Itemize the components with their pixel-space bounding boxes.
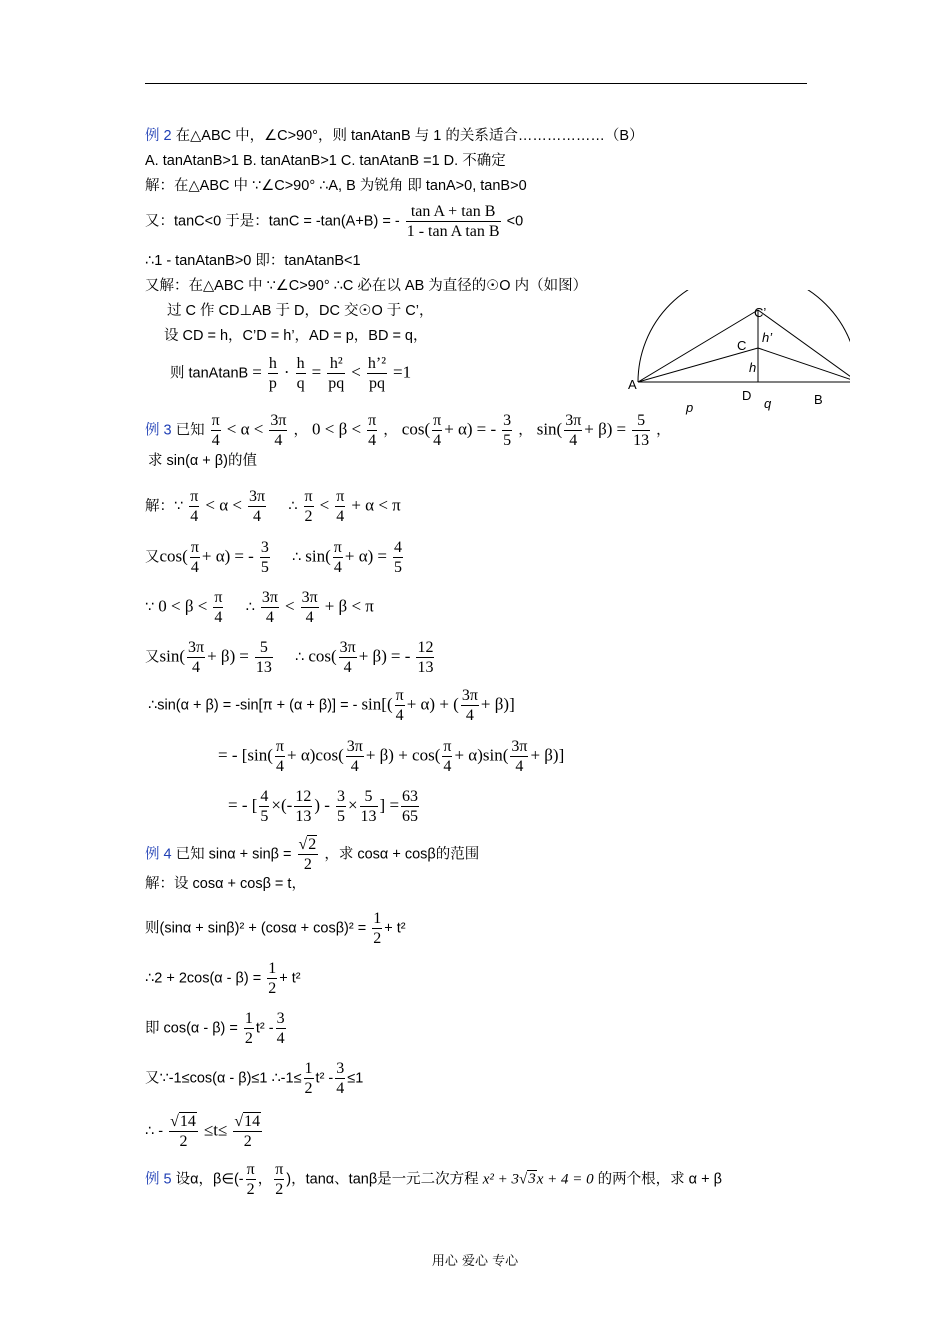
den: 4 xyxy=(305,609,314,626)
frac-12-13 xyxy=(294,787,312,826)
frac-3pi-4 xyxy=(301,588,319,627)
num: 3π xyxy=(270,412,287,429)
ex4-step6 xyxy=(145,1112,264,1151)
cos-open: cos( xyxy=(308,646,337,666)
frac-pi-4 xyxy=(432,411,442,450)
den: 4 xyxy=(336,508,345,525)
frac-3pi-4 xyxy=(339,638,357,677)
den: q xyxy=(296,375,305,392)
num: π xyxy=(190,488,199,505)
num: 1 xyxy=(373,910,382,927)
plus-t2: + t² xyxy=(384,920,406,937)
ex4-given: 已知 sinα + sinβ = xyxy=(175,846,292,863)
frac-h-p xyxy=(268,354,278,393)
num: π xyxy=(433,412,442,429)
den: 4 xyxy=(192,659,201,676)
den: 4 xyxy=(211,432,220,449)
lt-sign: < xyxy=(351,362,361,382)
ex3-step2 xyxy=(145,538,405,577)
eq: = xyxy=(616,419,627,439)
den: 4 xyxy=(214,609,223,626)
ex5-set: 设α，β∈(- xyxy=(175,1171,244,1188)
dot: · xyxy=(283,362,290,382)
plus-beta-bracket: + β)] xyxy=(480,694,515,714)
eq-minus-bracket: = - [ xyxy=(228,795,258,815)
den: pq xyxy=(328,375,345,392)
den: 4 xyxy=(274,432,283,449)
den: 13 xyxy=(417,659,434,676)
den: 2 xyxy=(179,1133,188,1150)
ex2-lt-zero: <0 xyxy=(506,213,524,230)
plus-beta-plus-cos: + β) + cos( xyxy=(365,745,441,765)
frac-pi-4 xyxy=(367,411,377,450)
den: 4 xyxy=(368,432,377,449)
label-a: A xyxy=(628,377,637,392)
num: 4 xyxy=(260,788,269,805)
ex2-question-text: 在△ABC 中，∠C>90°，则 tanAtanB 与 1 的关系适合………………（B） xyxy=(175,128,644,144)
ex5-question xyxy=(145,1160,722,1199)
plus-alpha-lt-pi: + α < π xyxy=(351,495,401,515)
num: h’² xyxy=(367,355,387,372)
cos-diff: 即 cos(α - β) = xyxy=(145,1020,238,1037)
frac-5-13 xyxy=(360,787,378,826)
ex2-solution-line3: ∴1 - tanAtanB>0 即：tanAtanB<1 xyxy=(145,253,361,269)
num: 3π xyxy=(249,488,266,505)
frac-1-2 xyxy=(372,909,382,948)
den: 2 xyxy=(243,1133,252,1150)
therefore: ∴ xyxy=(295,649,305,666)
therefore: ∴ xyxy=(292,549,302,566)
frac-pi-4 xyxy=(213,588,223,627)
num: 4 xyxy=(393,539,402,556)
num: 5 xyxy=(360,787,378,807)
frac-pi-4 xyxy=(395,686,405,725)
den: 2 xyxy=(304,1080,313,1097)
num: π xyxy=(443,738,452,755)
ex4-step3 xyxy=(145,959,301,998)
ex2-tan-fraction xyxy=(406,202,501,241)
ex2-solution-line2 xyxy=(145,202,523,241)
num: π xyxy=(214,589,223,606)
num: 3π xyxy=(565,412,582,429)
label-hprime: h’ xyxy=(762,330,773,345)
num: π xyxy=(246,1161,255,1178)
ex3-label: 例 3 xyxy=(145,422,172,439)
ex2-tan-numerator: tan A + tan B xyxy=(406,202,501,222)
frac-pi-4 xyxy=(211,411,221,450)
label-d: D xyxy=(742,388,752,403)
label-c: C xyxy=(737,338,747,353)
le-one: ≤1 xyxy=(347,1070,364,1087)
line-cprime-b xyxy=(758,310,850,382)
radicand: 2 xyxy=(308,836,317,853)
frac-pi-4 xyxy=(275,737,285,776)
comma: ， xyxy=(293,422,308,439)
num: 5 xyxy=(632,411,650,431)
sin-open: sin( xyxy=(536,419,563,439)
den: 4 xyxy=(265,609,274,626)
num: 63 xyxy=(402,788,419,805)
frac-h2-pq xyxy=(327,354,345,393)
eq: = xyxy=(377,546,387,566)
den: 5 xyxy=(503,432,512,449)
plus-alpha: + α) xyxy=(444,419,473,439)
quadratic-equation: x² + 3√3x + 4 = 0 xyxy=(482,1171,594,1188)
den: 2 xyxy=(303,856,312,873)
semicircle-figure xyxy=(600,290,850,420)
two-plus-cos: ∴2 + 2cos(α - β) = xyxy=(145,970,262,987)
num: 3π xyxy=(261,589,278,606)
den: 5 xyxy=(336,808,345,825)
num: π xyxy=(275,738,284,755)
den: 4 xyxy=(190,559,199,576)
sin-sum-expansion: ∴sin(α + β) = -sin[π + (α + β)] = - xyxy=(148,697,358,714)
also: 又 xyxy=(145,549,160,566)
frac-3-4 xyxy=(276,1009,286,1048)
frac-pi-4 xyxy=(335,487,345,526)
sin-mid: + α)sin( xyxy=(454,745,509,765)
den: 13 xyxy=(255,659,272,676)
den: 13 xyxy=(633,432,650,449)
den: 5 xyxy=(393,559,402,576)
num: 5 xyxy=(255,638,273,658)
num: π xyxy=(211,412,220,429)
radicand: 3 xyxy=(528,1171,536,1188)
eq: = xyxy=(239,646,249,666)
comma: ， xyxy=(518,422,533,439)
plus-beta-lt-pi: + β < π xyxy=(324,596,374,616)
frac-sqrt2-2 xyxy=(298,835,319,874)
frac-pi-2 xyxy=(304,487,314,526)
squares-sum: 则(sinα + sinβ)² + (cosα + cosβ)² = xyxy=(145,920,367,937)
ex3-step7 xyxy=(228,787,421,826)
frac-3-5 xyxy=(502,411,512,450)
therefore: ∴ xyxy=(245,599,255,616)
le-t-le: ≤t≤ xyxy=(203,1120,228,1140)
den: 2 xyxy=(275,1181,284,1198)
lt: < xyxy=(319,495,330,515)
frac-pi-4 xyxy=(190,538,200,577)
den: pq xyxy=(368,375,385,392)
cos-open: cos( xyxy=(401,419,431,439)
ex5-ask: 的两个根，求 α + β xyxy=(597,1171,722,1188)
close-minus: ) - xyxy=(314,795,330,815)
frac-5-13 xyxy=(632,411,650,450)
lt-alpha-lt: < α < xyxy=(226,419,264,439)
frac-sqrt14-2 xyxy=(233,1112,262,1151)
plus-beta-bracket: + β)] xyxy=(530,745,565,765)
ex4-step2 xyxy=(145,909,406,948)
frac-pi-2 xyxy=(274,1160,284,1199)
frac-3pi-4 xyxy=(461,686,479,725)
plus-alpha-plus: + α) + ( xyxy=(406,694,459,714)
radicand: 14 xyxy=(244,1113,261,1130)
sin-open: sin( xyxy=(305,546,331,566)
cos-open: cos( xyxy=(159,546,188,566)
den: 13 xyxy=(360,808,377,825)
den: 13 xyxy=(295,808,312,825)
frac-1-2 xyxy=(267,959,277,998)
t2-minus: t² - xyxy=(255,1020,274,1037)
num: π xyxy=(368,412,377,429)
frac-12-13 xyxy=(416,638,434,677)
den: 4 xyxy=(569,432,578,449)
frac-pi-4 xyxy=(189,487,199,526)
frac-3pi-4 xyxy=(187,638,205,677)
eq-sign: = xyxy=(311,362,322,382)
comma: ， xyxy=(383,422,398,439)
ex2-question xyxy=(145,127,644,145)
ex2-tanatanb: 则 tanAtanB xyxy=(170,365,249,382)
den: 4 xyxy=(443,758,452,775)
num: 3 xyxy=(503,412,512,429)
ex3-known: 已知 xyxy=(175,422,205,439)
therefore-minus: ∴ - xyxy=(145,1123,164,1140)
ex4-question xyxy=(145,835,479,874)
den: 2 xyxy=(373,930,382,947)
eq-one: =1 xyxy=(393,362,412,382)
num: 3π xyxy=(188,639,205,656)
label-cprime: C’ xyxy=(754,305,767,320)
den: 4 xyxy=(515,758,524,775)
ex3-question xyxy=(145,411,671,450)
den: 4 xyxy=(336,1080,345,1097)
cos-range: 又∵-1≤cos(α - β)≤1 ∴-1≤ xyxy=(145,1070,302,1087)
because: ∵ xyxy=(145,599,155,616)
num: √14 xyxy=(170,1113,196,1130)
den: 2 xyxy=(244,1030,253,1047)
den: 4 xyxy=(333,559,342,576)
times: × xyxy=(347,795,358,815)
times-open: ×(- xyxy=(271,795,293,815)
plus-beta: + β) xyxy=(584,419,613,439)
eq-minus: = - xyxy=(234,546,254,566)
den: 2 xyxy=(304,508,313,525)
page-footer: 用心 爱心 专心 xyxy=(431,1254,519,1269)
num: 1 xyxy=(244,1010,253,1027)
frac-4-5 xyxy=(259,787,269,826)
radicand: 14 xyxy=(179,1113,196,1130)
num: 3 xyxy=(260,539,269,556)
frac-4-5 xyxy=(393,538,403,577)
den: 4 xyxy=(190,508,199,525)
num: h xyxy=(296,355,305,372)
frac-sqrt14-2 xyxy=(169,1112,198,1151)
frac-3pi-4 xyxy=(269,411,287,450)
num: 12 xyxy=(295,788,312,805)
num: 3π xyxy=(339,639,356,656)
num: h xyxy=(268,355,277,372)
num: π xyxy=(275,1161,284,1178)
den: 4 xyxy=(465,707,474,724)
den: 4 xyxy=(350,758,359,775)
num: π xyxy=(395,687,404,704)
solve: 解：∵ xyxy=(145,498,184,515)
num: 3π xyxy=(346,738,363,755)
num: 3 xyxy=(276,1010,285,1027)
comma: ， xyxy=(257,1171,273,1188)
ex4-ask: ，求 cosα + cosβ的范围 xyxy=(324,846,480,863)
ex4-label: 例 4 xyxy=(145,846,172,863)
ex5-label: 例 5 xyxy=(145,1171,172,1188)
close-eq: ] = xyxy=(379,795,400,815)
plus-beta: + β) xyxy=(207,646,236,666)
den: 65 xyxy=(402,808,419,825)
label-b: B xyxy=(814,392,823,407)
ex2-solution-line7 xyxy=(170,354,411,393)
ex4-step1: 解：设 cosα + cosβ = t， xyxy=(145,876,306,892)
ex5-roots-text: )，tanα、tanβ是一元二次方程 xyxy=(286,1171,479,1188)
num: √2 xyxy=(298,836,317,853)
frac-pi-4 xyxy=(333,538,343,577)
ex2-tanc-text: 又：tanC<0 于是：tanC = -tan(A+B) = - xyxy=(145,213,400,230)
frac-3pi-4 xyxy=(261,588,279,627)
t2-minus: t² - xyxy=(315,1070,334,1087)
label-p: p xyxy=(686,400,694,415)
frac-63-65 xyxy=(401,787,419,826)
ex4-step4 xyxy=(145,1009,288,1048)
den: 4 xyxy=(253,508,262,525)
frac-3pi-4 xyxy=(346,737,364,776)
num: 1 xyxy=(304,1060,313,1077)
ex3-step1 xyxy=(145,487,401,526)
eqn-part-a: x² + 3 xyxy=(482,1171,519,1188)
line-c-b xyxy=(758,348,850,382)
num: 3π xyxy=(301,589,318,606)
label-q: q xyxy=(764,396,772,411)
num: 1 xyxy=(268,960,277,977)
comma: ， xyxy=(656,422,671,439)
header-rule xyxy=(145,83,807,84)
den: 5 xyxy=(260,808,269,825)
frac-3pi-4 xyxy=(564,411,582,450)
den: 4 xyxy=(275,758,284,775)
frac-3pi-4 xyxy=(248,487,266,526)
ex3-ask: 求 sin(α + β)的值 xyxy=(148,453,257,469)
ex3-step3 xyxy=(145,588,374,627)
frac-1-2 xyxy=(244,1009,254,1048)
den: 2 xyxy=(246,1181,255,1198)
eq-minus-sin: = - [sin( xyxy=(218,745,273,765)
also: 又 xyxy=(145,649,160,666)
lt-alpha-lt: < α < xyxy=(205,495,242,515)
frac-3pi-4 xyxy=(510,737,528,776)
den: 4 xyxy=(395,707,404,724)
plus-t2: + t² xyxy=(279,970,301,987)
num: 3 xyxy=(336,1060,345,1077)
ex2-solution-line5: 过 C 作 CD⊥AB 于 D，DC 交☉O 于 C’， xyxy=(167,303,434,319)
eq-minus: = - xyxy=(390,646,411,666)
ex2-solution-line1: 解：在△ABC 中 ∵∠C>90° ∴A, B 为锐角 即 tanA>0, tanB>0 xyxy=(145,178,527,194)
ex2-label: 例 2 xyxy=(145,128,172,144)
num: 3 xyxy=(336,788,345,805)
frac-1-2 xyxy=(304,1059,314,1098)
num: √14 xyxy=(234,1113,261,1130)
ex2-solution-line4: 又解：在△ABC 中 ∵∠C>90° ∴C 必在以 AB 为直径的☉O 内（如图） xyxy=(145,278,588,294)
eq-minus: = - xyxy=(476,419,497,439)
frac-3-4 xyxy=(335,1059,345,1098)
frac-h-q xyxy=(296,354,306,393)
den: 5 xyxy=(260,559,269,576)
sin-bracket: sin[( xyxy=(361,694,393,714)
frac-pi-2 xyxy=(246,1160,256,1199)
ex2-solution-line6: 设 CD = h，C’D = h’，AD = p，BD = q， xyxy=(164,328,428,344)
line-a-c xyxy=(638,348,758,382)
ex2-tan-denominator: 1 - tan A tan B xyxy=(406,223,500,240)
ex3-step5 xyxy=(148,686,515,725)
frac-5-13 xyxy=(255,638,273,677)
num: π xyxy=(190,539,199,556)
label-h: h xyxy=(749,360,757,375)
therefore: ∴ xyxy=(288,498,298,515)
ex3-step6 xyxy=(218,737,564,776)
den: 2 xyxy=(268,980,277,997)
plus-alpha: + α) xyxy=(344,546,374,566)
plus-alpha: + α) xyxy=(201,546,231,566)
eqn-part-b: x + 4 = 0 xyxy=(536,1171,594,1188)
num: 3π xyxy=(511,738,528,755)
num: 3π xyxy=(461,687,478,704)
den: 4 xyxy=(343,659,352,676)
plus-beta: + β) xyxy=(358,646,387,666)
num: π xyxy=(333,539,342,556)
cos-mid: + α)cos( xyxy=(287,745,344,765)
den: p xyxy=(268,375,277,392)
zero-lt-beta-lt: 0 < β < xyxy=(312,419,362,439)
den: 4 xyxy=(433,432,442,449)
zero-lt-beta-lt: 0 < β < xyxy=(158,596,208,616)
frac-3-5 xyxy=(260,538,270,577)
ex2-choices: A. tanAtanB>1 B. tanAtanB>1 C. tanAtanB =1 D. 不确定 xyxy=(145,153,506,169)
frac-pi-4 xyxy=(442,737,452,776)
ex4-step5 xyxy=(145,1059,363,1098)
frac-3-5 xyxy=(336,787,346,826)
num: π xyxy=(336,488,345,505)
den: 4 xyxy=(276,1030,285,1047)
eq-sign: = xyxy=(252,362,262,382)
ex3-step4 xyxy=(145,638,436,677)
num: h² xyxy=(327,354,345,374)
lt: < xyxy=(284,596,295,616)
num: π xyxy=(304,488,313,505)
frac-hp2-pq xyxy=(367,354,387,393)
num: 12 xyxy=(417,639,434,656)
sin-open: sin( xyxy=(159,646,185,666)
